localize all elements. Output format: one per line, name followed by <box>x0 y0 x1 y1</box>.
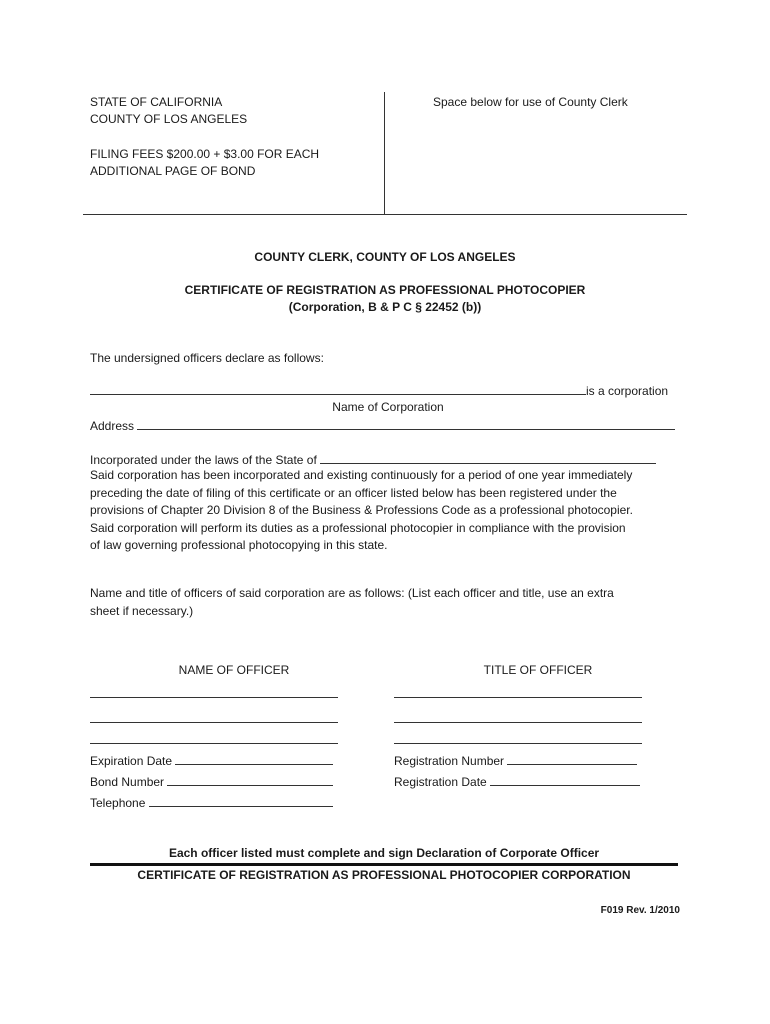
bond-number-label: Bond Number <box>90 775 165 789</box>
corporation-name-field[interactable] <box>90 382 586 395</box>
officer-name-field[interactable] <box>90 731 338 744</box>
officer-title-field[interactable] <box>394 685 642 698</box>
header-divider-horizontal <box>83 214 687 215</box>
paragraph-line: Said corporation will perform its duties as a professional photocopier in compliance with the provision <box>90 520 626 535</box>
officer-name-field[interactable] <box>90 685 338 698</box>
bond-number-row <box>90 773 333 791</box>
officer-name-line-1 <box>90 685 338 703</box>
officer-title-field[interactable] <box>394 731 642 744</box>
registration-number-label: Registration Number <box>394 754 505 768</box>
officer-name-line-3 <box>90 731 338 749</box>
certificate-subtitle: (Corporation, B & P C § 22452 (b)) <box>288 300 482 314</box>
form-code: F019 Rev. 1/2010 <box>600 905 680 916</box>
officer-title-line-2 <box>394 710 642 728</box>
expiration-date-field[interactable] <box>175 752 333 765</box>
registration-number-field[interactable] <box>507 752 637 765</box>
county-line: COUNTY OF LOS ANGELES <box>90 112 248 126</box>
incorporated-label: Incorporated under the laws of the State of <box>90 453 317 467</box>
corporation-paragraph <box>90 467 682 555</box>
paragraph-line: Said corporation has been incorporated and existing continuously for a period of one year immediately <box>90 468 633 482</box>
officer-title-line-3 <box>394 731 642 749</box>
paragraph-line: preceding the date of filing of this certificate or an officer listed below has been registered under the <box>90 485 617 500</box>
state-line: STATE OF CALIFORNIA <box>90 95 223 109</box>
officer-title-line-1 <box>394 685 642 703</box>
clerk-space-label: Space below for use of County Clerk <box>433 95 628 109</box>
telephone-row <box>90 794 333 812</box>
address-field[interactable] <box>137 417 675 430</box>
telephone-field[interactable] <box>149 794 333 807</box>
footer-title: CERTIFICATE OF REGISTRATION AS PROFESSIONAL PHOTOCOPIER CORPORATION <box>137 868 631 882</box>
paragraph-line: provisions of Chapter 20 Division 8 of the Business & Professions Code as a professional photocopier. <box>90 503 633 517</box>
declare-text: The undersigned officers declare as follows: <box>90 351 324 365</box>
registration-number-row <box>394 752 637 770</box>
corporation-name-row <box>90 382 668 400</box>
registration-date-label: Registration Date <box>394 775 487 789</box>
is-corporation-text: is a corporation <box>586 384 669 398</box>
telephone-label: Telephone <box>90 796 146 810</box>
declaration-instruction: Each officer listed must complete and sign Declaration of Corporate Officer <box>168 846 600 860</box>
address-row <box>90 417 675 435</box>
officer-name-line-2 <box>90 710 338 728</box>
officer-title-field[interactable] <box>394 710 642 723</box>
filing-fees-line-2: ADDITIONAL PAGE OF BOND <box>90 164 256 178</box>
officers-instruction <box>90 585 682 620</box>
title-of-officer-header: TITLE OF OFFICER <box>483 663 593 677</box>
address-label: Address <box>90 419 135 433</box>
name-of-corporation-caption: Name of Corporation <box>332 400 444 414</box>
office-title: COUNTY CLERK, COUNTY OF LOS ANGELES <box>254 250 516 264</box>
certificate-title: CERTIFICATE OF REGISTRATION AS PROFESSIONAL PHOTOCOPIER <box>184 283 586 297</box>
officer-name-field[interactable] <box>90 710 338 723</box>
officers-instruction-line: Name and title of officers of said corporation are as follows: (List each officer and title, use an extra <box>90 586 614 600</box>
expiration-date-row <box>90 752 333 770</box>
name-of-officer-header: NAME OF OFFICER <box>178 663 290 677</box>
officers-instruction-line: sheet if necessary.) <box>90 603 194 618</box>
state-of-incorporation-field[interactable] <box>320 451 656 464</box>
bond-number-field[interactable] <box>167 773 333 786</box>
paragraph-line: of law governing professional photocopying in this state. <box>90 538 388 552</box>
registration-date-row <box>394 773 640 791</box>
footer-rule <box>90 863 678 866</box>
filing-fees-line-1: FILING FEES $200.00 + $3.00 FOR EACH <box>90 147 320 161</box>
header-divider-vertical <box>384 92 385 214</box>
registration-date-field[interactable] <box>490 773 640 786</box>
expiration-date-label: Expiration Date <box>90 754 173 768</box>
